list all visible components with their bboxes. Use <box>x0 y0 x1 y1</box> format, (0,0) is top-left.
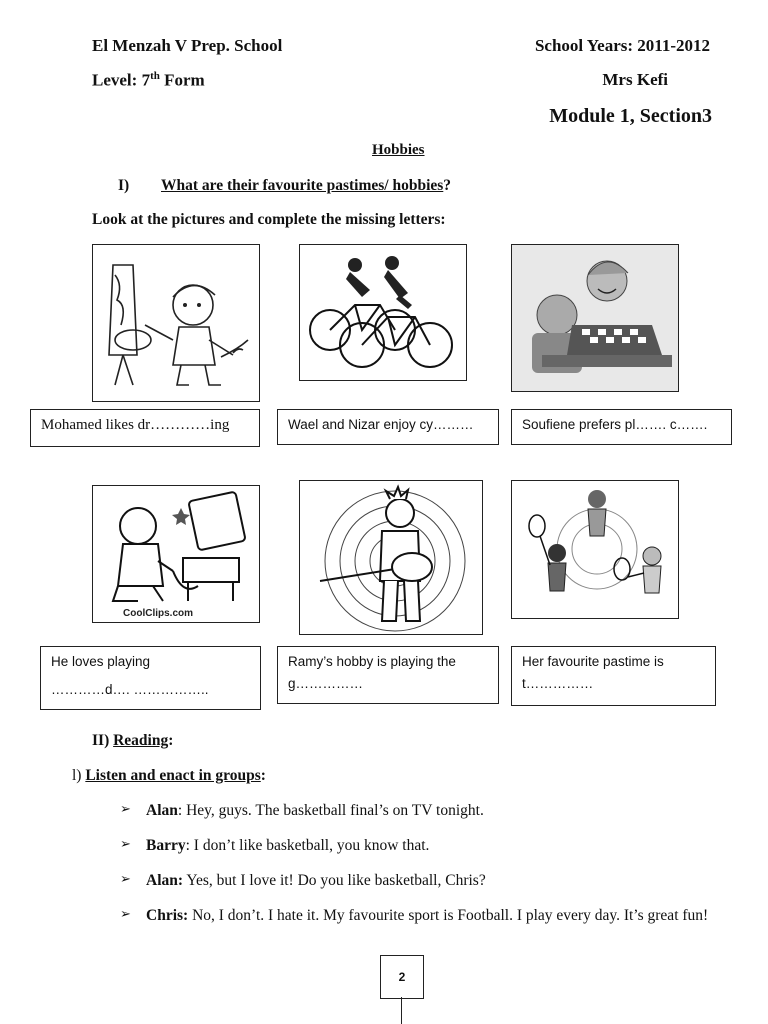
section-1-question: What are their favourite pastimes/ hobbies? <box>161 177 452 194</box>
video-game-boy-icon <box>93 486 259 622</box>
picture-guitar <box>299 480 483 635</box>
page-number-line <box>401 997 402 1024</box>
caption-tennis: Her favourite pastime is t…………… <box>511 646 716 706</box>
teacher-name: Mrs Kefi <box>602 70 668 89</box>
page-number: 2 <box>380 955 424 999</box>
picture-video-games <box>92 485 260 623</box>
page-title: Hobbies <box>372 142 425 158</box>
caption-video-games: He loves playing …………d…. …………….. <box>40 646 261 710</box>
bullet-arrow-icon: ➢ <box>120 871 131 886</box>
tennis-kids-icon <box>512 481 678 618</box>
chess-players-icon <box>512 245 678 391</box>
school-name: El Menzah V Prep. School <box>92 36 283 55</box>
picture-chess <box>511 244 679 392</box>
section-1-instruction: Look at the pictures and complete the missing letters: <box>92 211 446 228</box>
dialogue-line-2: ➢ Barry: I don’t like basketball, you know that. <box>120 836 430 854</box>
dialogue-line-4: ➢ Chris: No, I don’t. I hate it. My favourite sport is Football. I play every day. It’s great fun! <box>120 906 709 924</box>
watermark-text: CoolClips.com <box>123 608 194 619</box>
cyclists-icon <box>300 245 466 380</box>
bullet-arrow-icon: ➢ <box>120 801 131 816</box>
school-years: School Years: 2011-2012 <box>534 36 710 55</box>
bullet-arrow-icon: ➢ <box>120 906 131 921</box>
caption-cycling: Wael and Nizar enjoy cy……… <box>277 409 499 445</box>
dialogue-line-1: ➢ Alan: Hey, guys. The basketball final’s on TV tonight. <box>120 801 484 819</box>
caption-chess: Soufiene prefers pl……. c……. <box>511 409 732 445</box>
caption-guitar: Ramy’s hobby is playing the g…………… <box>277 646 499 704</box>
picture-painting <box>92 244 260 402</box>
dialogue-line-3: ➢ Alan: Yes, but I love it! Do you like basketball, Chris? <box>120 871 486 889</box>
painting-boy-icon <box>93 245 259 401</box>
section-2-heading: II) Reading: <box>92 732 174 749</box>
section-1-number: I) <box>118 177 130 194</box>
guitar-player-icon <box>300 481 482 634</box>
bullet-arrow-icon: ➢ <box>120 836 131 851</box>
caption-drawing: Mohamed likes dr…………ing <box>30 409 260 447</box>
module-title: Module 1, Section3 <box>549 105 712 127</box>
picture-cycling <box>299 244 467 381</box>
subsection-heading: l) Listen and enact in groups: <box>72 767 266 784</box>
level: Level: 7th Form <box>92 70 205 90</box>
picture-tennis <box>511 480 679 619</box>
